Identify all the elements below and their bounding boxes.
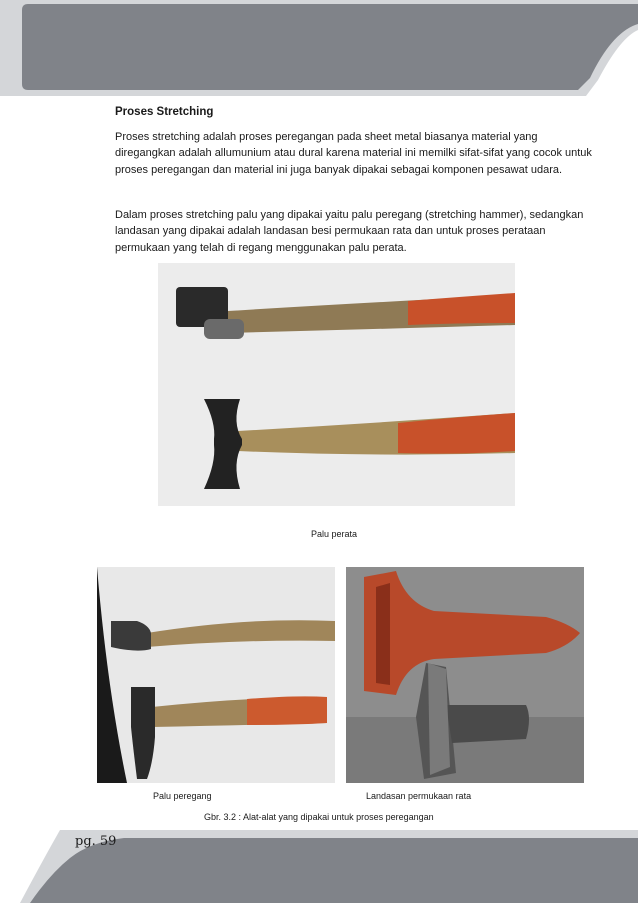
caption-landasan: Landasan permukaan rata xyxy=(366,791,472,801)
paragraph-tools: Dalam proses stretching palu yang dipakai yaitu palu peregang (stretching hammer), sedangkan landasan yang dipakai adalah landasan besi permukaan rata dan untuk proses perataan permukaan yang telah di regang menggunakan palu perata. xyxy=(115,209,584,254)
header-band xyxy=(0,0,638,96)
figure-caption: Gbr. 3.2 : Alat-alat yang dipakai untuk proses peregangan xyxy=(204,812,434,822)
caption-palu-peregang: Palu peregang xyxy=(153,791,212,801)
hammer-photo-top xyxy=(158,263,515,506)
page-number: pg. 59 xyxy=(75,834,117,849)
paragraph-intro: Proses stretching adalah proses peregangan pada sheet metal biasanya material yang diregangkan adalah allumunium atau dural karena material ini memilki sifat-sifat yang cocok untuk proses peregangan dan material ini juga banyak dipakai sebagai komponen pesawat udara. xyxy=(115,131,592,176)
section-title: Proses Stretching xyxy=(115,106,214,118)
caption-palu-perata: Palu perata xyxy=(311,529,358,539)
anvil-photo-bottom-right xyxy=(346,567,584,783)
hammer-photo-bottom-left xyxy=(97,567,335,783)
